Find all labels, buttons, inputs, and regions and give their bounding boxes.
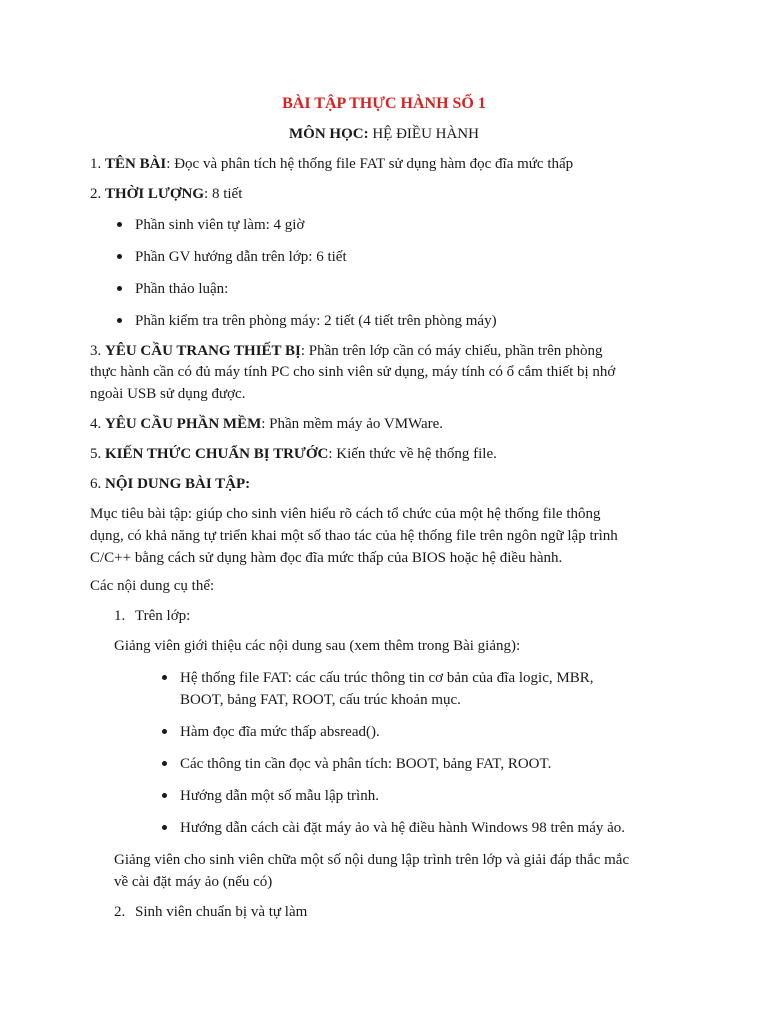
- paragraph-line: Các nội dung cụ thể:: [90, 578, 215, 594]
- section-label: KIẾN THỨC CHUẨN BỊ TRƯỚC: [105, 446, 329, 462]
- bullet-icon: [117, 318, 122, 323]
- bullet-icon: [117, 254, 122, 259]
- list-item: Phần sinh viên tự làm: 4 giờ: [135, 217, 305, 233]
- section-5: [90, 444, 497, 464]
- bullet-icon: [117, 222, 122, 227]
- section-number: 1.: [90, 156, 105, 172]
- section-number: 3.: [90, 343, 105, 359]
- list-item: Hướng dẫn cách cài đặt máy ảo và hệ điều hành Windows 98 trên máy ảo.: [180, 820, 626, 836]
- bullet-icon: [162, 761, 167, 766]
- section-text: : 8 tiết: [204, 186, 243, 202]
- section-3-line: ngoài USB sử dụng được.: [90, 386, 246, 402]
- section-label: TÊN BÀI: [105, 156, 167, 172]
- list-item: Các thông tin cần đọc và phân tích: BOOT, bảng FAT, ROOT.: [180, 756, 552, 772]
- section-2: [90, 184, 242, 204]
- bullet-icon: [117, 286, 122, 291]
- section-text: : Kiến thức về hệ thống file.: [328, 446, 497, 462]
- list-label: Trên lớp:: [135, 608, 191, 624]
- list-number: 1.: [114, 608, 126, 624]
- bullet-icon: [162, 825, 167, 830]
- bullet-icon: [162, 675, 167, 680]
- section-number: 6.: [90, 476, 105, 492]
- section-label: YÊU CẦU PHẦN MỀM: [105, 416, 262, 432]
- section-3: [90, 341, 603, 361]
- subject-label: MÔN HỌC:: [289, 126, 369, 142]
- section-label: NỘI DUNG BÀI TẬP:: [105, 476, 251, 492]
- paragraph-line: Giảng viên giới thiệu các nội dung sau (xem thêm trong Bài giảng):: [114, 638, 521, 654]
- section-number: 2.: [90, 186, 105, 202]
- bullet-icon: [162, 793, 167, 798]
- paragraph-line: C/C++ bằng cách sử dụng hàm đọc đĩa mức thấp của BIOS hoặc hệ điều hành.: [90, 550, 563, 566]
- section-6: [90, 474, 250, 494]
- paragraph-line: Giảng viên cho sinh viên chữa một số nội dung lập trình trên lớp và giải đáp thắc mắc: [114, 852, 630, 868]
- list-item: Phần kiểm tra trên phòng máy: 2 tiết (4 tiết trên phòng máy): [135, 313, 497, 329]
- subject-value: HỆ ĐIỀU HÀNH: [368, 126, 479, 142]
- subject-line: [0, 124, 768, 144]
- list-item: Hệ thống file FAT: các cấu trúc thông tin cơ bản của đĩa logic, MBR,: [180, 670, 594, 686]
- bullet-icon: [162, 729, 167, 734]
- section-number: 5.: [90, 446, 105, 462]
- list-item: Hàm đọc đĩa mức thấp absread().: [180, 724, 380, 740]
- section-text: : Phần mềm máy ảo VMWare.: [261, 416, 444, 432]
- section-number: 4.: [90, 416, 105, 432]
- list-item: Hướng dẫn một số mẫu lập trình.: [180, 788, 379, 804]
- section-1: [90, 154, 573, 174]
- list-item: Phần GV hướng dẫn trên lớp: 6 tiết: [135, 249, 347, 265]
- section-label: THỜI LƯỢNG: [105, 186, 205, 202]
- section-4: [90, 414, 443, 434]
- paragraph-line: Mục tiêu bài tập: giúp cho sinh viên hiểu rõ cách tổ chức của một hệ thống file thông: [90, 506, 601, 522]
- list-item-continuation: BOOT, bảng FAT, ROOT, cấu trúc khoản mục.: [180, 692, 461, 708]
- section-3-line: thực hành cần có đủ máy tính PC cho sinh viên sử dụng, máy tính có ổ cắm thiết bị nhớ: [90, 364, 616, 380]
- section-label: YÊU CẦU TRANG THIẾT BỊ: [105, 343, 301, 359]
- list-item: Phần thảo luận:: [135, 281, 229, 297]
- document-title: BÀI TẬP THỰC HÀNH SỐ 1: [282, 95, 486, 112]
- paragraph-line: về cài đặt máy ảo (nếu có): [114, 874, 273, 890]
- section-text: : Phần trên lớp cần có máy chiếu, phần trên phòng: [300, 343, 603, 359]
- section-text: : Đọc và phân tích hệ thống file FAT sử dụng hàm đọc đĩa mức thấp: [166, 156, 574, 172]
- paragraph-line: dụng, có khả năng tự triển khai một số thao tác của hệ thống file trên ngôn ngữ lập trình: [90, 528, 618, 544]
- list-label: Sinh viên chuẩn bị và tự làm: [135, 904, 308, 920]
- list-number: 2.: [114, 904, 126, 920]
